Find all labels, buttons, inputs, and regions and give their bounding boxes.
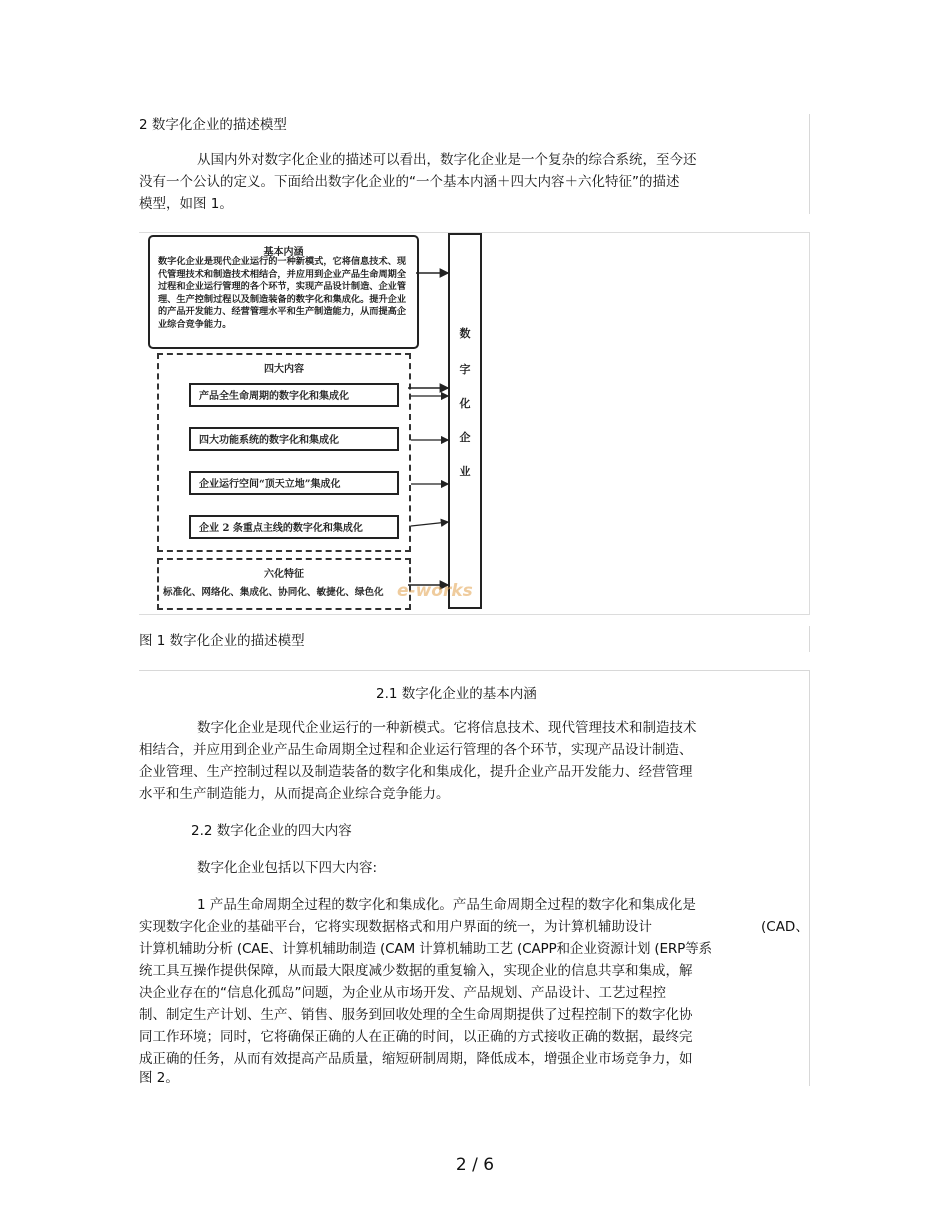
six-features-text: 标准化、网络化、集成化、协同化、敏捷化、绿色化 bbox=[163, 587, 384, 598]
four-contents-title: 四大内容 bbox=[264, 364, 304, 375]
section-2-para-line: 模型，如图 1。 bbox=[139, 196, 233, 212]
section-22-item1-line: 制、制定生产计划、生产、销售、服务到回收处理的全生命周期提供了过程控制下的数字化协 bbox=[139, 1007, 693, 1023]
section-22-item1-line: 同工作环境；同时，它将确保正确的人在正确的时间，以正确的方式接收正确的数据，最终完 bbox=[139, 1029, 693, 1045]
digital-enterprise-char: 企 bbox=[459, 431, 471, 444]
page-number: 2 / 6 bbox=[455, 1155, 495, 1175]
connector-arrows bbox=[139, 233, 484, 608]
digital-enterprise-char: 数 bbox=[459, 327, 471, 340]
section-22-intro: 数字化企业包括以下四大内容: bbox=[197, 860, 378, 876]
arrow-item-4 bbox=[411, 522, 448, 526]
four-contents-item: 企业运行空间“顶天立地”集成化 bbox=[189, 471, 399, 495]
section-21-para-line: 数字化企业是现代企业运行的一种新模式。它将信息技术、现代管理技术和制造技术 bbox=[197, 720, 697, 736]
section-22-item1-line: 1 产品生命周期全过程的数字化和集成化。产品生命周期全过程的数字化和集成化是 bbox=[197, 897, 696, 913]
section-22-heading: 2.2 数字化企业的四大内容 bbox=[191, 823, 352, 839]
four-contents-item: 产品全生命周期的数字化和集成化 bbox=[189, 383, 399, 407]
ework-watermark: e-works bbox=[397, 581, 473, 601]
figure-1-caption-block bbox=[139, 626, 810, 652]
core-connotation-title: 基本内涵 bbox=[263, 247, 304, 258]
section-21-heading: 2.1 数字化企业的基本内涵 bbox=[376, 686, 537, 702]
digital-enterprise-char: 字 bbox=[459, 363, 471, 376]
section-2-heading: 2 数字化企业的描述模型 bbox=[139, 117, 287, 133]
section-22-item1-line: 成正确的任务，从而有效提高产品质量，缩短研制周期，降低成本，增强企业市场竞争力，如 bbox=[139, 1051, 693, 1067]
figure-1-caption: 图 1 数字化企业的描述模型 bbox=[139, 633, 305, 649]
figure-1-diagram bbox=[139, 233, 484, 608]
section-22-cad-fragment: (CAD、 bbox=[761, 919, 809, 935]
core-connotation-text: 数字化企业是现代企业运行的一种新模式，它将信息技术、现代管理技术和制造技术相结合，并应用到企业产品生命周期全过程和企业运行管理的各个环节，实现产品设计制造、企业管理、生产控制过程以及制造装备的数字化和集成化。提升企业的产品开发能力、经营管理水平和生产制造能力，从而提高企业综合竞争能力。 bbox=[158, 256, 407, 330]
digital-enterprise-char: 化 bbox=[459, 397, 471, 410]
section-22-item1-line: 决企业存在的“信息化孤岛”问题，为企业从市场开发、产品规划、产品设计、工艺过程控 bbox=[139, 985, 666, 1001]
six-features-title: 六化特征 bbox=[264, 569, 304, 580]
section-2-para-line: 没有一个公认的定义。下面给出数字化企业的“一个基本内涵＋四大内容＋六化特征”的描述 bbox=[139, 174, 680, 190]
section-21-para-line: 相结合，并应用到企业产品生命周期全过程和企业运行管理的各个环节，实现产品设计制造、 bbox=[139, 742, 693, 758]
section-2-block bbox=[139, 114, 810, 214]
section-21-para-line: 企业管理、生产控制过程以及制造装备的数字化和集成化，提升企业产品开发能力、经营管理 bbox=[139, 764, 693, 780]
section-22-item1-line: 统工具互操作提供保障，从而最大限度减少数据的重复输入，实现企业的信息共享和集成，解 bbox=[139, 963, 693, 979]
section-22-item1-line: 计算机辅助分析 (CAE、计算机辅助制造 (CAM 计算机辅助工艺 (CAPP和企业资源计划 (ERP等系 bbox=[139, 941, 712, 957]
section-22-item1-line: 实现数字化企业的基础平台，它将实现数据格式和用户界面的统一，为计算机辅助设计 bbox=[139, 919, 652, 935]
section-21-22-block bbox=[139, 670, 810, 1086]
figure-1 bbox=[139, 232, 810, 615]
four-contents-item: 企业 2 条重点主线的数字化和集成化 bbox=[189, 515, 399, 539]
section-21-para-line: 水平和生产制造能力，从而提高企业综合竞争能力。 bbox=[139, 786, 450, 802]
section-22-item1-line: 图 2。 bbox=[139, 1070, 179, 1086]
four-contents-item: 四大功能系统的数字化和集成化 bbox=[189, 427, 399, 451]
section-2-para-line: 从国内外对数字化企业的描述可以看出，数字化企业是一个复杂的综合系统，至今还 bbox=[197, 152, 697, 168]
digital-enterprise-char: 业 bbox=[459, 465, 471, 478]
